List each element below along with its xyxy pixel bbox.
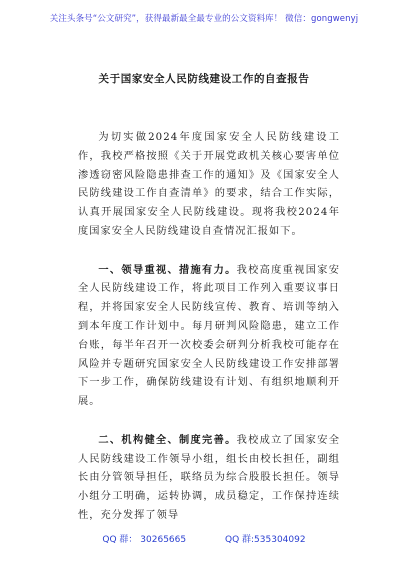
paragraph-section-1	[78, 261, 340, 412]
paragraph-text: 我校成立了国家安全人民防线建设工作领导小组，组长由校长担任，副组长由分管领导担任，联络员为综合股股长担任。领导小组分工明确，运转协调，成员稳定，工作保持连续性，充分发挥了领导	[78, 434, 340, 521]
paragraph-text: 为切实做2024年度国家安全人民防线建设工作，我校严格按照《关于开展党政机关核心要害单位渗透窃密风险隐患排查工作的通知》及《国家安全人民防线建设工作自查清单》的要求，结合工作实际，认真开展国家安全人民防线建设。现将我校2024年度国家安全人民防线建设自查情况汇报如下。	[78, 132, 340, 237]
document-body	[78, 128, 340, 526]
header-banner-link[interactable]: 关注头条号“公文研究”，获得最新最全最专业的公文资料库！ 微信：gongwenyj	[49, 14, 359, 24]
section-heading: 一、领导重视、措施有力。	[98, 263, 237, 276]
paragraph-section-2	[78, 431, 340, 526]
document-title: 关于国家安全人民防线建设工作的自查报告	[98, 73, 310, 85]
section-heading: 二、机构健全、制度完善。	[98, 433, 237, 446]
paragraph-text: 我校高度重视国家安全人民防线建设工作，将此项目工作列入重要议事日程，并将国家安全人民防线宣传、教育、培训等纳入到本年度工作计划中。每月研判风险隐患，建立工作台账，每半年召开一次校委会研判分析我校可能存在风险并专题研究国家安全人民防线建设工作安排部署下一步工作，确保防线建设有计划、有组织地顺利开展。	[78, 264, 340, 408]
paragraph-intro	[78, 128, 340, 242]
footer-qq-group-2: QQ 群:535304092	[224, 535, 306, 545]
footer-contacts	[0, 532, 408, 545]
footer-qq-group-1: QQ 群： 30265665	[102, 535, 187, 545]
